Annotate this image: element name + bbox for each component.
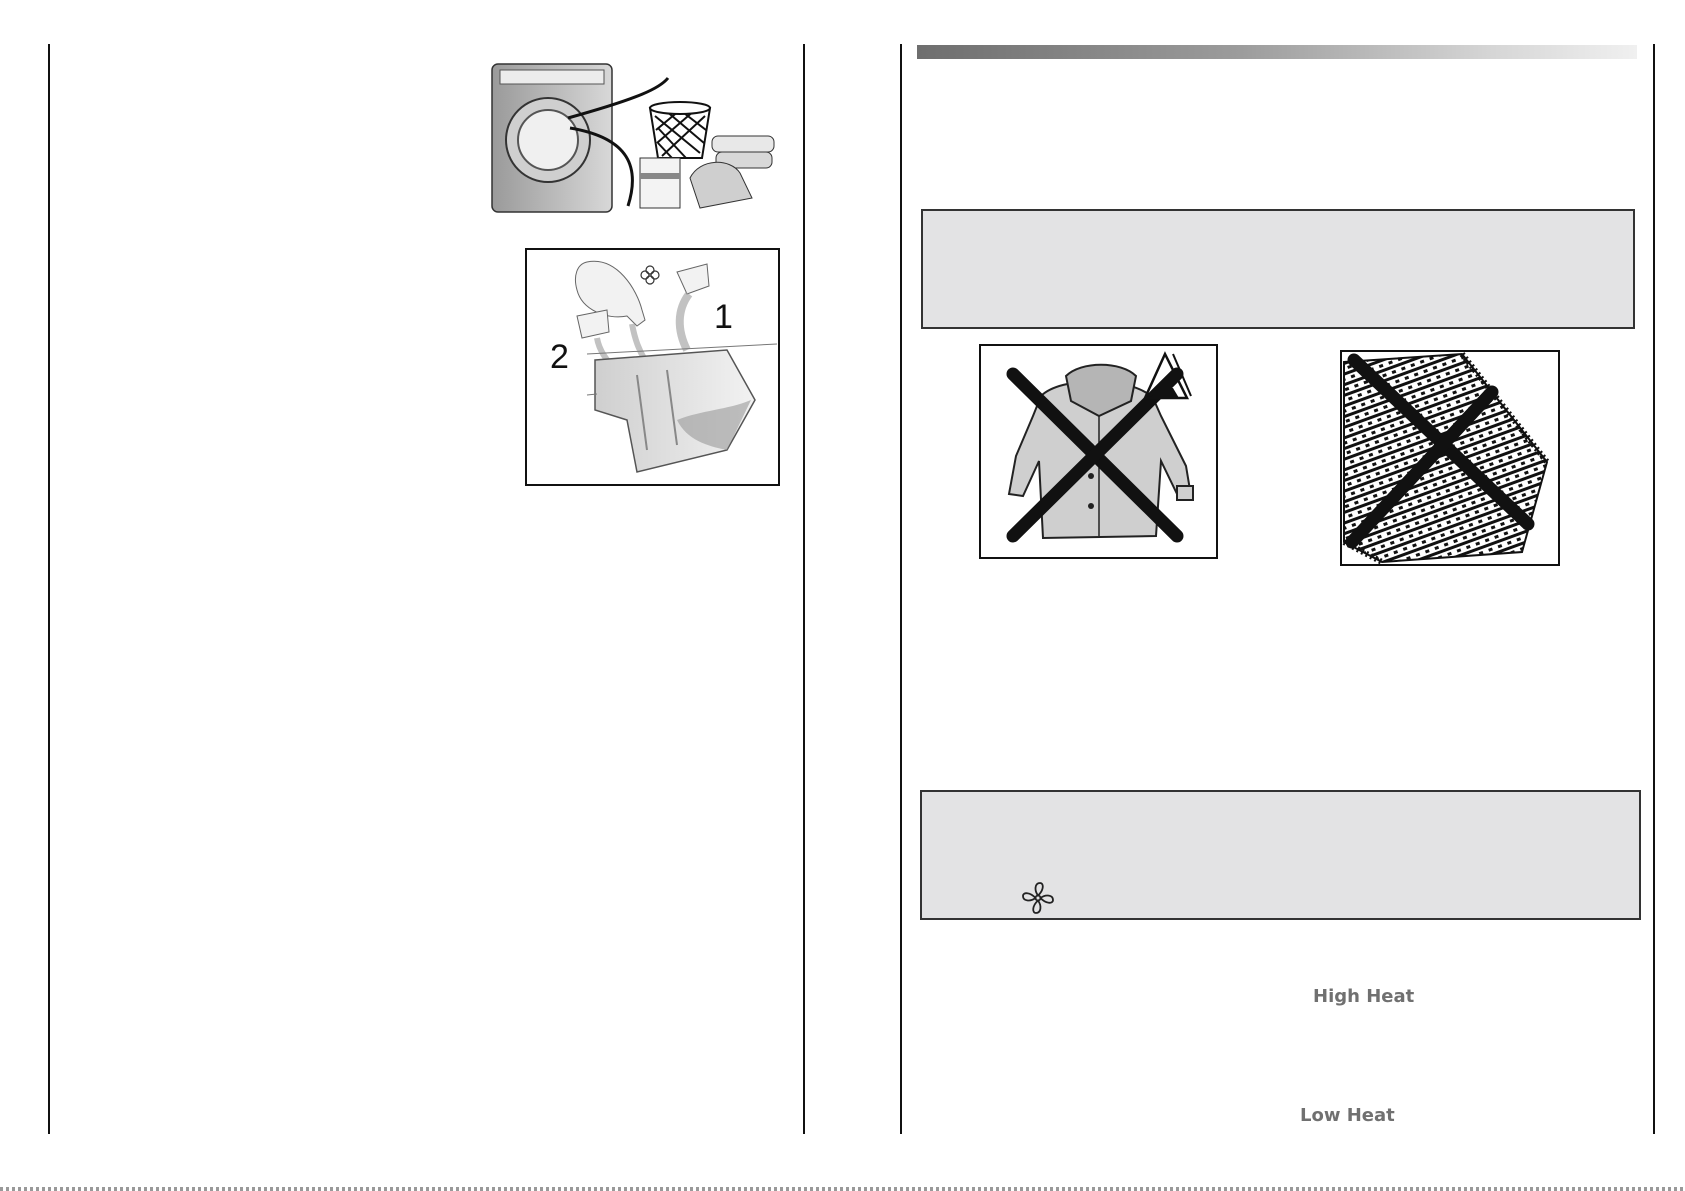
note-box-bottom — [920, 790, 1641, 920]
section-header-bar — [917, 45, 1637, 59]
flower-icon — [639, 264, 661, 286]
rug-crossed-icon — [1342, 352, 1558, 564]
compartment-1-label: 1 — [714, 298, 733, 336]
washing-machine-icon — [490, 58, 790, 218]
note-box-top — [921, 209, 1635, 329]
center-rule-left — [803, 44, 805, 1134]
warning-triangle-icon — [1143, 350, 1193, 406]
detergent-dispenser-figure — [525, 248, 780, 486]
fan-icon — [1020, 880, 1056, 916]
washing-machine-illustration — [490, 58, 790, 218]
page-bottom-edge — [0, 1187, 1685, 1191]
low-heat-label: Low Heat — [1300, 1105, 1395, 1126]
left-margin-rule — [48, 44, 50, 1134]
compartment-2-label: 2 — [550, 338, 569, 376]
jacket-prohibited-figure — [979, 344, 1218, 559]
high-heat-label: High Heat — [1313, 986, 1415, 1007]
center-rule-right — [900, 44, 902, 1134]
right-margin-rule — [1653, 44, 1655, 1134]
rug-prohibited-figure — [1340, 350, 1560, 566]
